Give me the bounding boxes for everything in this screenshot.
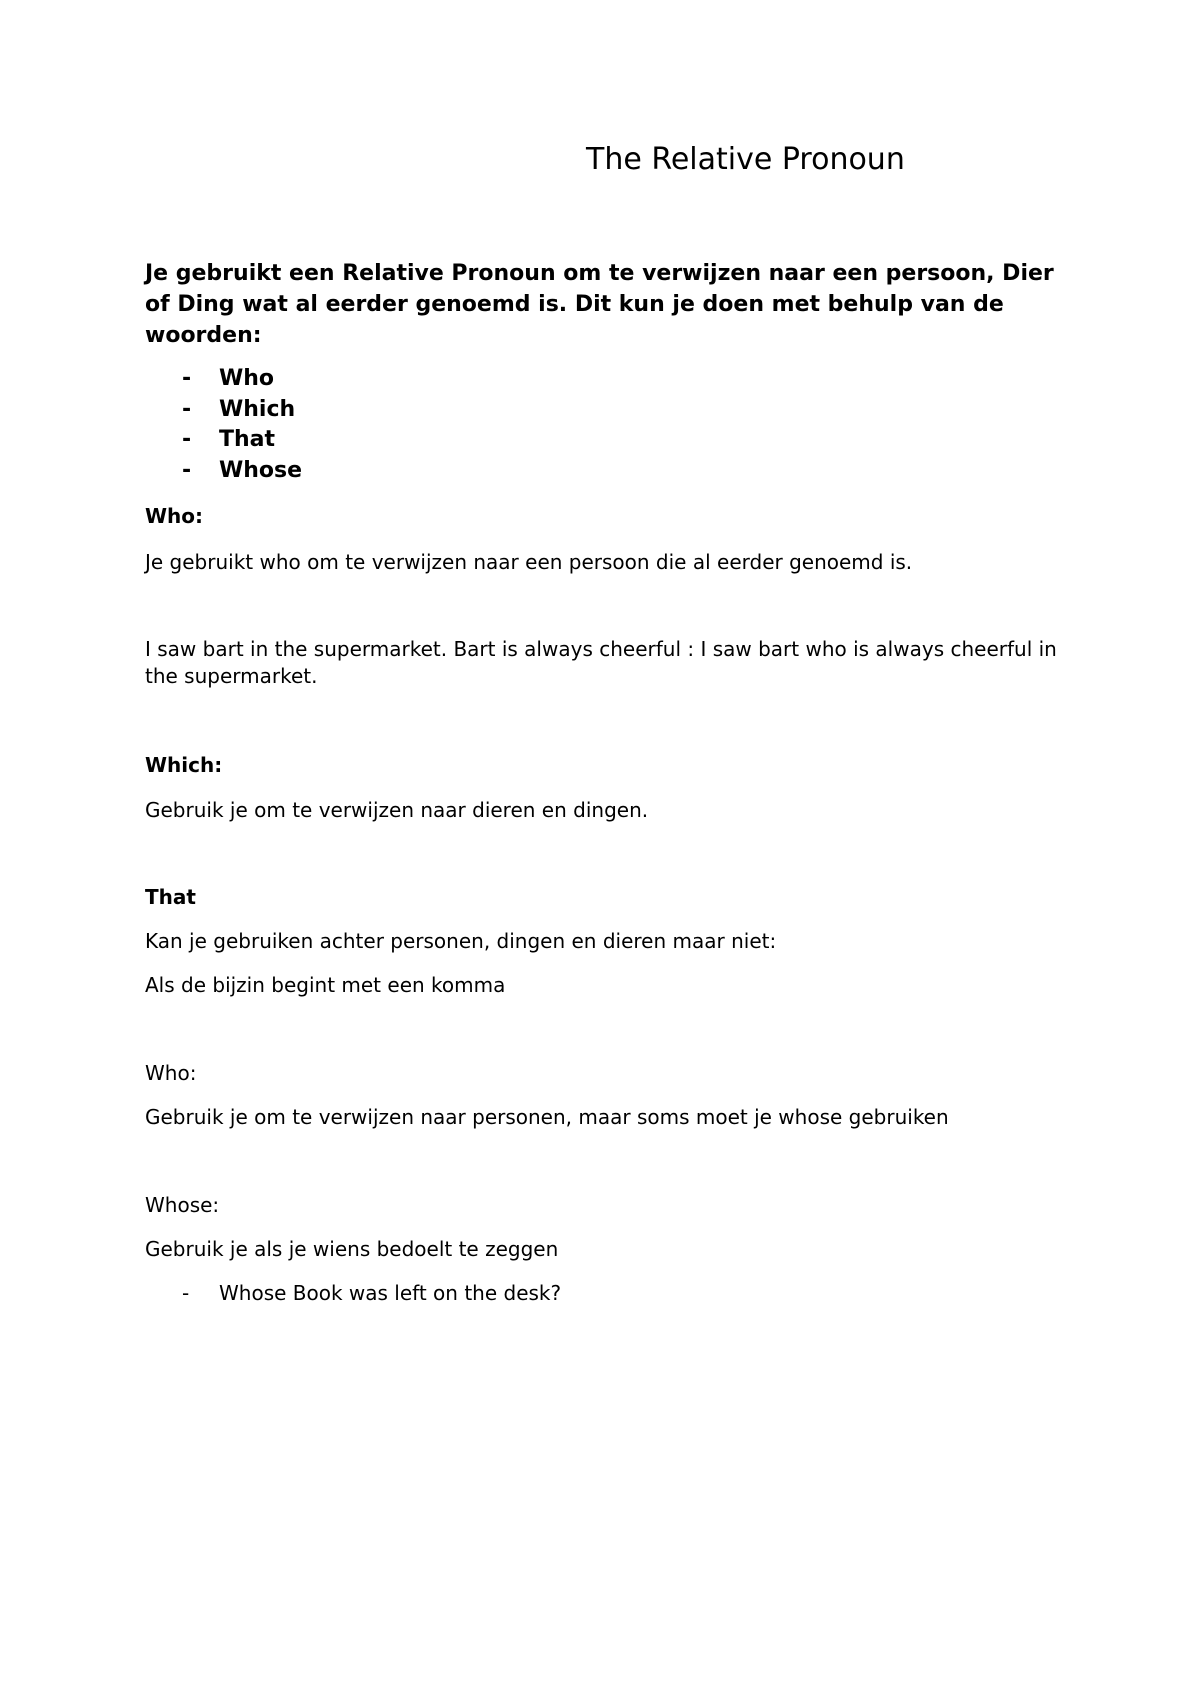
list-marker: -	[182, 457, 192, 483]
list-marker: -	[182, 396, 192, 422]
list-item	[145, 395, 302, 426]
intro-paragraph: Je gebruikt een Relative Pronoun om te verwijzen naar een persoon, Dier of Ding wat al eerder genoemd is. Dit kun je doen met behulp van de woorden:	[145, 261, 1054, 348]
who-2-heading: Who:	[145, 1061, 197, 1085]
list-marker: -	[182, 427, 192, 452]
which-body: Gebruik je om te verwijzen naar dieren en dingen.	[145, 798, 649, 822]
who-body: Je gebruikt who om te verwijzen naar een persoon die al eerder genoemd is.	[145, 550, 913, 574]
list-item	[145, 425, 302, 456]
which-heading: Which:	[145, 753, 223, 777]
whose-example-item	[145, 1280, 562, 1307]
page-title: The Relative Pronoun	[586, 142, 905, 177]
whose-example: Whose Book was left on the desk?	[219, 1281, 562, 1305]
whose-body: Gebruik je als je wiens bedoelt te zeggen	[145, 1237, 559, 1261]
whose-heading: Whose:	[145, 1193, 220, 1217]
list-item	[145, 456, 302, 487]
list-item-label: Who	[219, 366, 275, 391]
list-item-label: Which	[219, 396, 296, 422]
pronoun-list	[145, 364, 302, 486]
list-item	[145, 364, 302, 395]
list-marker: -	[182, 1281, 190, 1305]
list-item-label: That	[219, 427, 276, 452]
that-body-2: Als de bijzin begint met een komma	[145, 973, 506, 997]
who-example: I saw bart in the supermarket. Bart is always cheerful : I saw bart who is always cheerful in the supermarket.	[145, 637, 1057, 688]
list-item-label: Whose	[219, 457, 303, 483]
that-body-1: Kan je gebruiken achter personen, dingen en dieren maar niet:	[145, 929, 777, 953]
who-2-body: Gebruik je om te verwijzen naar personen, maar soms moet je whose gebruiken	[145, 1105, 949, 1129]
who-heading: Who:	[145, 504, 204, 528]
list-marker: -	[182, 366, 192, 391]
that-heading: That	[145, 885, 196, 909]
